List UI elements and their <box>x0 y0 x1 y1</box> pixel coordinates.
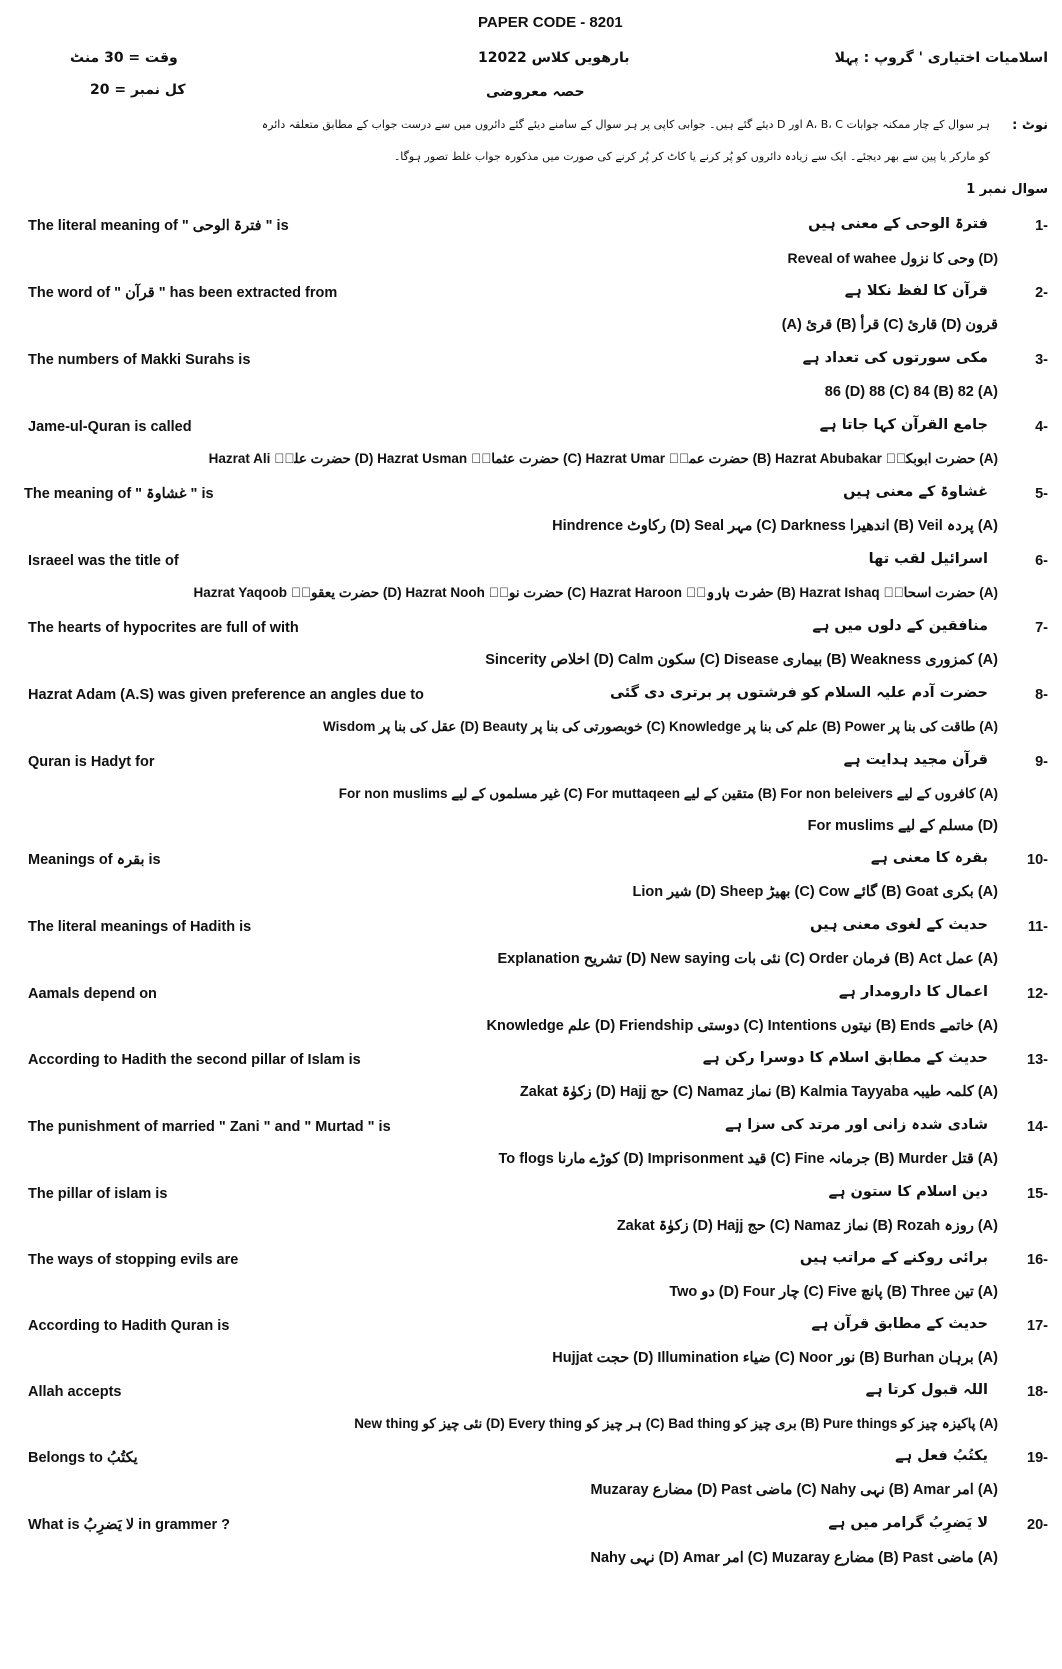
options-row: Reveal of wahee وحی کا نزول (D) <box>787 250 998 266</box>
options-row: Zakat زکوٰۃ (D) Hajj حج (C) Namaz نماز (B) Kalmia Tayyaba کلمہ طیبہ (A) <box>519 1084 998 1100</box>
options-row: Explanation تشریح (D) New saying نئی بات (C) Order فرمان (B) Act عمل (A) <box>497 951 998 967</box>
question-english: The ways of stopping evils are <box>28 1252 239 1268</box>
question-english: Allah accepts <box>28 1384 122 1400</box>
question-english: Jame-ul-Quran is called <box>28 419 192 435</box>
question-english: According to Hadith Quran is <box>28 1318 230 1334</box>
options-row: Hujjat حجت (D) Illumination ضیاء (C) Noor نور (B) Burhan برہان (A) <box>552 1350 998 1366</box>
question-english: According to Hadith the second pillar of Islam is <box>28 1052 361 1068</box>
question-number: 16- <box>1027 1252 1048 1268</box>
question-number: 5- <box>1035 486 1048 502</box>
question-english: What is لا یَضرِبُ in grammer ? <box>28 1517 231 1533</box>
question-urdu: منافقین کے دلوں میں ہے <box>812 618 988 634</box>
options-row: Hazrat Yaqoob حضرت یعقوبؑ (D) Hazrat Nooh حضرت نوحؑ (C) Hazrat Haroon حضرت ہارونؑ (B) Hazrat Ishaq حضرت اسحاقؑ (A) <box>193 585 998 600</box>
question-number: 9- <box>1035 754 1048 770</box>
options-row: To flogs کوڑے مارنا (D) Imprisonment قید (C) Fine جرمانہ (B) Murder قتل (A) <box>498 1151 998 1167</box>
question-urdu: حضرت آدم علیہ السلام کو فرشتوں پر برتری دی گئی <box>610 685 988 701</box>
question-urdu: جامع القرآن کہا جاتا ہے <box>819 417 988 433</box>
question-urdu: لا یَضرِبُ گرامر میں ہے <box>828 1515 988 1531</box>
question-english: Meanings of بقرہ is <box>28 852 161 868</box>
question-number: 6- <box>1035 553 1048 569</box>
question-number: 2- <box>1035 285 1048 301</box>
options-row: Nahy نہی (D) Amar امر (C) Muzaray مضارع (B) Past ماضی (A) <box>590 1550 998 1566</box>
question-number: 3- <box>1035 352 1048 368</box>
options-row: 86 (D) 88 (C) 84 (B) 82 (A) <box>824 384 998 400</box>
options-row: Lion شیر (D) Sheep بھیڑ (C) Cow گائے (B) Goat بکری (A) <box>632 884 998 900</box>
question-english: The punishment of married " Zani " and " Murtad " is <box>28 1119 391 1135</box>
question-english: The pillar of islam is <box>28 1186 168 1202</box>
time-label: وقت = 30 منٹ <box>70 50 178 66</box>
question-urdu: برائی روکنے کے مراتب ہیں <box>799 1250 988 1266</box>
note-label: نوٹ : <box>1012 118 1048 133</box>
question-english: The word of " قرآن " has been extracted from <box>28 285 338 301</box>
question-number: 20- <box>1027 1517 1048 1533</box>
question-english: Belongs to یکتُبُ <box>28 1450 138 1466</box>
question-english: Quran is Hadyt for <box>28 754 155 770</box>
question-english: The literal meanings of Hadith is <box>28 919 252 935</box>
question-urdu: قرآن کا لفظ نکلا ہے <box>844 283 988 299</box>
question-number: 4- <box>1035 419 1048 435</box>
options-row: Wisdom عقل کی بنا پر (D) Beauty خوبصورتی کی بنا پر (C) Knowledge علم کی بنا پر (B) Power طاقت کی بنا پر (A) <box>323 719 998 734</box>
question-urdu: حدیث کے لغوی معنی ہیں <box>810 917 988 933</box>
question-urdu: دین اسلام کا ستون ہے <box>828 1184 988 1200</box>
question-urdu: یکتُبُ فعل ہے <box>895 1448 988 1464</box>
question-number: 12- <box>1027 986 1048 1002</box>
options-row: Knowledge علم (D) Friendship دوستی (C) Intentions نیتوں (B) Ends خاتمے (A) <box>486 1018 998 1034</box>
options-row: Hindrence رکاوٹ (D) Seal مہر (C) Darkness اندھیرا (B) Veil پردہ (A) <box>552 518 998 534</box>
question-english: Israeel was the title of <box>28 553 179 569</box>
question-number: 7- <box>1035 620 1048 636</box>
question-urdu: اسرائیل لقب تھا <box>868 551 988 567</box>
options-row: New thing نئی چیز کو (D) Every thing ہر چیز کو (C) Bad thing بری چیز کو (B) Pure things پاکیزہ چیز کو (A) <box>354 1416 998 1431</box>
question-number: 18- <box>1027 1384 1048 1400</box>
question-number: 17- <box>1027 1318 1048 1334</box>
question-urdu: غشاوۃ کے معنی ہیں <box>843 484 988 500</box>
total-marks: کل نمبر = 20 <box>90 82 186 98</box>
options-row: Zakat زکوٰۃ (D) Hajj حج (C) Namaz نماز (B) Rozah روزہ (A) <box>616 1218 998 1234</box>
question-number: 11- <box>1027 919 1048 935</box>
options-row: Hazrat Ali حضرت علیؓ (D) Hazrat Usman حضرت عثمانؓ (C) Hazrat Umar حضرت عمرؓ (B) Hazrat Abubakar حضرت ابوبکرؓ (A) <box>208 451 998 466</box>
options-row: (A) قرئ (B) قرأ (C) قارئ (D) قرون <box>781 317 998 333</box>
question-urdu: بقرہ کا معنی ہے <box>870 850 988 866</box>
options-row: Sincerity اخلاص (D) Calm سکون (C) Disease بیماری (B) Weakness کمزوری (A) <box>485 652 998 668</box>
note-line-2: کو مارکر یا پین سے بھر دیجئے۔ ایک سے زیادہ دائروں کو پُر کرنے یا کاٹ کر پُر کرنے کی صورت میں مذکورہ جواب غلط تصور ہوگا۔ <box>393 150 990 163</box>
options-row: For muslims مسلم کے لیے (D) <box>807 818 998 834</box>
options-row: For non muslims غیر مسلموں کے لیے (C) For muttaqeen متقین کے لیے (B) For non beleivers کافروں کے لیے (A) <box>338 786 998 801</box>
section-title: حصہ معروضی <box>486 84 585 100</box>
question-number: 15- <box>1027 1186 1048 1202</box>
question-number: 1- <box>1035 218 1048 234</box>
question-urdu: مکی سورتوں کی تعداد ہے <box>802 350 988 366</box>
note-line-1: ہر سوال کے چار ممکنہ جوابات A، B، C اور D دیئے گئے ہیں۔ جوابی کاپی پر ہر سوال کے سامنے دیئے گئے دائروں میں سے درست جواب کے مطابق متعلقہ دائرہ <box>261 118 990 131</box>
question-english: Hazrat Adam (A.S) was given preference an angles due to <box>28 687 424 703</box>
question-urdu: حدیث کے مطابق اسلام کا دوسرا رکن ہے <box>702 1050 988 1066</box>
question-english: The numbers of Makki Surahs is <box>28 352 251 368</box>
class-year: بارھویں کلاس 12022 <box>478 50 630 66</box>
question-urdu: اللہ قبول کرتا ہے <box>865 1382 988 1398</box>
question-number: 10- <box>1027 852 1048 868</box>
question-english: The literal meaning of " فترۃ الوحی " is <box>28 218 289 234</box>
question-urdu: قرآن مجید ہدایت ہے <box>843 752 988 768</box>
question-number: 14- <box>1027 1119 1048 1135</box>
question-urdu: شادی شدہ زانی اور مرتد کی سزا ہے <box>725 1117 988 1133</box>
question-urdu: فترۃ الوحی کے معنی ہیں <box>808 216 988 232</box>
question-label: سوال نمبر 1 <box>966 182 1048 197</box>
paper-code: PAPER CODE - 8201 <box>478 14 623 31</box>
question-number: 8- <box>1035 687 1048 703</box>
question-urdu: اعمال کا دارومدار ہے <box>838 984 988 1000</box>
question-english: Aamals depend on <box>28 986 157 1002</box>
options-row: Two دو (D) Four چار (C) Five پانچ (B) Three تین (A) <box>669 1284 998 1300</box>
subject-group: اسلامیات اختیاری ' گروپ : پہلا <box>834 50 1048 66</box>
options-row: Muzaray مضارع (D) Past ماضی (C) Nahy نہی (B) Amar امر (A) <box>590 1482 998 1498</box>
question-english: The meaning of " غشاوۃ " is <box>24 486 214 502</box>
question-urdu: حدیث کے مطابق قرآن ہے <box>811 1316 988 1332</box>
question-english: The hearts of hypocrites are full of with <box>28 620 299 636</box>
question-number: 19- <box>1027 1450 1048 1466</box>
question-number: 13- <box>1027 1052 1048 1068</box>
